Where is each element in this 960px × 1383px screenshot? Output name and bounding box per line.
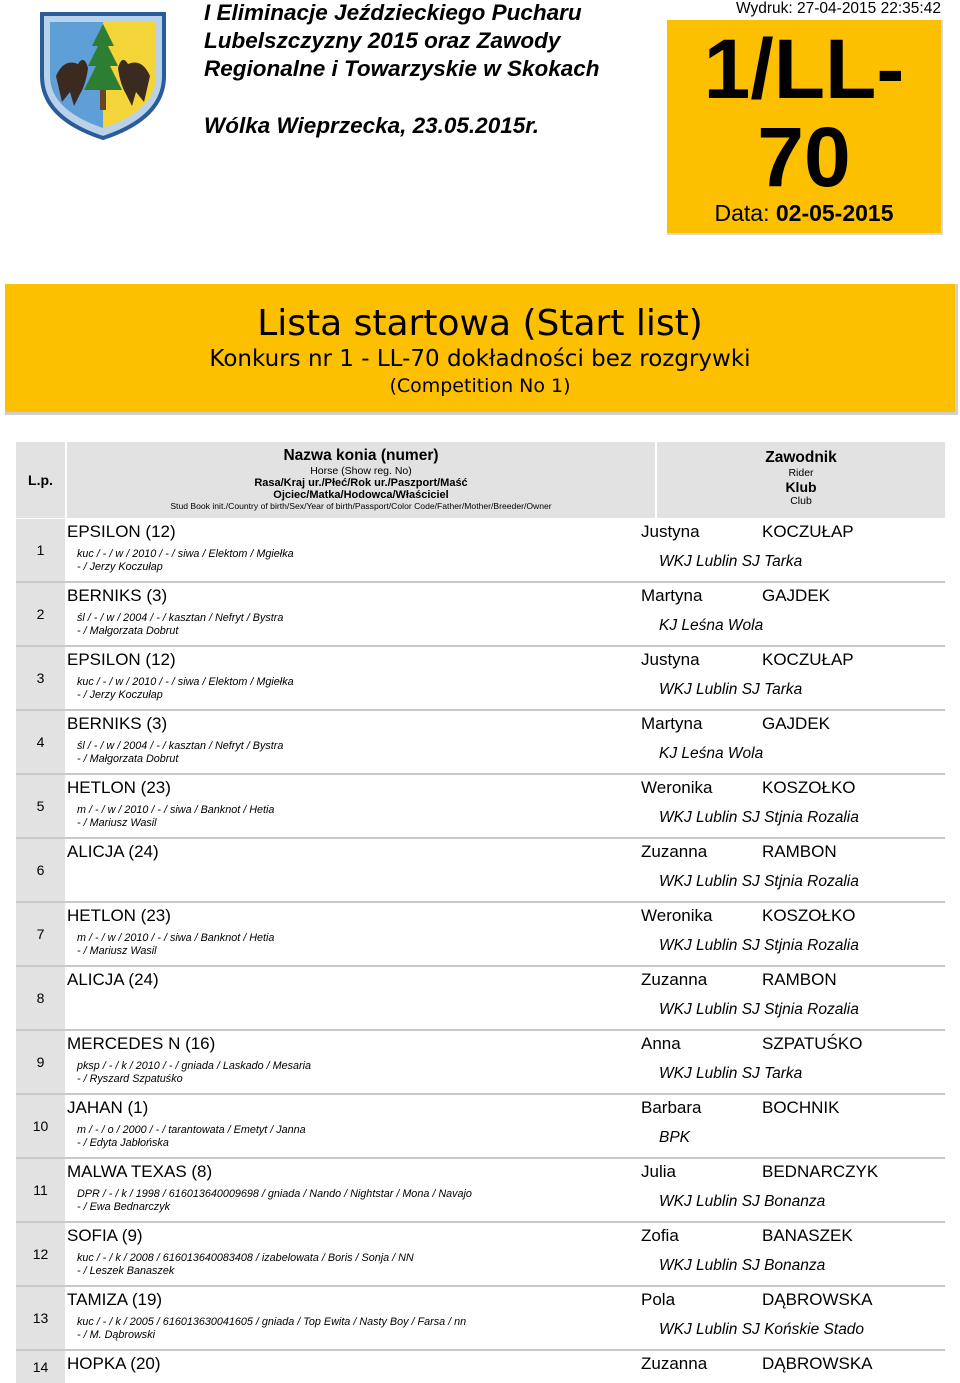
horse-header-line5: Stud Book init./Country of birth/Sex/Year of birth/Passport/Color Code/Father/Mother/Breeder/Owner bbox=[170, 501, 552, 511]
horse-details bbox=[77, 1252, 414, 1278]
horse-header-line1: Nazwa konia (numer) bbox=[283, 447, 439, 464]
horse-name: JAHAN (1) bbox=[67, 1098, 149, 1117]
horse-name: HETLON (23) bbox=[67, 778, 171, 797]
horse-details-line1: śl / - / w / 2004 / - / kasztan / Nefryt / Bystra bbox=[77, 612, 284, 624]
event-venue: Wólka Wieprzecka, 23.05.2015r. bbox=[204, 113, 539, 138]
horse-name: BERNIKS (3) bbox=[67, 714, 168, 733]
rider-club: WKJ Lublin SJ Tarka bbox=[659, 553, 803, 570]
horse-name: HOPKA (20) bbox=[67, 1354, 161, 1373]
horse-details-line1: m / - / w / 2010 / - / siwa / Banknot / Hetia bbox=[77, 804, 275, 816]
horse-details-line2: - / Ryszard Szpatuśko bbox=[77, 1073, 183, 1085]
horse-name: MALWA TEXAS (8) bbox=[67, 1162, 213, 1181]
horse-details-line1: pksp / - / k / 2010 / - / gniada / Laskado / Mesaria bbox=[77, 1060, 312, 1072]
horse-name: MERCEDES N (16) bbox=[67, 1034, 216, 1053]
row-number: 10 bbox=[16, 1095, 65, 1157]
horse-header-line4: Ojciec/Matka/Hodowca/Właściciel bbox=[273, 489, 449, 501]
table-row bbox=[16, 519, 945, 583]
row-number: 9 bbox=[16, 1031, 65, 1093]
row-number: 12 bbox=[16, 1223, 65, 1285]
rider-first-name: Pola bbox=[641, 1290, 676, 1309]
horse-details-line2: - / Małgorzata Dobrut bbox=[77, 753, 179, 765]
horse-details-line2: - / Ewa Bednarczyk bbox=[77, 1201, 171, 1213]
row-number: 7 bbox=[16, 903, 65, 965]
rider-club: WKJ Lublin SJ Tarka bbox=[659, 681, 803, 698]
row-number: 5 bbox=[16, 775, 65, 837]
horse-name: SOFIA (9) bbox=[67, 1226, 143, 1245]
horse-details-line2: - / Mariusz Wasil bbox=[77, 945, 157, 957]
rider-last-name: RAMBON bbox=[762, 842, 837, 861]
horse-details bbox=[77, 740, 283, 766]
rider-header-line1: Zawodnik bbox=[765, 449, 837, 466]
column-header-rider bbox=[657, 442, 945, 518]
horse-details-line1: kuc / - / k / 2008 / 616013640083408 / izabelowata / Boris / Sonja / NN bbox=[77, 1252, 414, 1264]
rider-last-name: RAMBON bbox=[762, 970, 837, 989]
banner-subtitle: Konkurs nr 1 - LL-70 dokładności bez rozgrywki bbox=[209, 346, 751, 372]
rider-first-name: Martyna bbox=[641, 586, 703, 605]
rider-first-name: Anna bbox=[641, 1034, 681, 1053]
rider-header-line4: Club bbox=[790, 495, 812, 507]
table-row bbox=[16, 967, 945, 1031]
rider-last-name: KOCZUŁAP bbox=[762, 650, 854, 669]
horse-details-line2: - / Edyta Jabłońska bbox=[77, 1137, 169, 1149]
rider-first-name: Zuzanna bbox=[641, 970, 708, 989]
horse-name: HETLON (23) bbox=[67, 906, 171, 925]
rider-last-name: SZPATUŚKO bbox=[762, 1034, 863, 1053]
rider-first-name: Weronika bbox=[641, 778, 713, 797]
table-row bbox=[16, 839, 945, 903]
horse-details-line1: m / - / o / 2000 / - / tarantowata / Emetyt / Janna bbox=[77, 1124, 306, 1136]
column-header-lp: L.p. bbox=[16, 442, 65, 518]
table-row bbox=[16, 1287, 945, 1351]
row-number: 3 bbox=[16, 647, 65, 709]
rider-last-name: BANASZEK bbox=[762, 1226, 853, 1245]
horse-details-line1: kuc / - / w / 2010 / - / siwa / Elektom / Mgiełka bbox=[77, 676, 294, 688]
table-row bbox=[16, 1351, 945, 1383]
horse-name: ALICJA (24) bbox=[67, 842, 159, 861]
horse-details bbox=[77, 1188, 472, 1214]
horse-name: EPSILON (12) bbox=[67, 650, 176, 669]
rider-first-name: Julia bbox=[641, 1162, 676, 1181]
rider-first-name: Zuzanna bbox=[641, 842, 708, 861]
crest-icon bbox=[34, 6, 172, 142]
rider-first-name: Barbara bbox=[641, 1098, 702, 1117]
rider-club: KJ Leśna Wola bbox=[659, 745, 764, 762]
event-title: I Eliminacje Jeździeckiego Pucharu Lubelszczyzny 2015 oraz Zawody Regionalne i Towarzyskie w Skokach bbox=[204, 0, 600, 81]
rider-club: WKJ Lublin SJ Końskie Stado bbox=[659, 1321, 865, 1338]
row-number: 2 bbox=[16, 583, 65, 645]
rider-first-name: Justyna bbox=[641, 522, 700, 541]
rider-club: WKJ Lublin SJ Stjnia Rozalia bbox=[659, 937, 859, 954]
horse-details bbox=[77, 548, 294, 574]
date-value: 02-05-2015 bbox=[775, 200, 894, 226]
competition-code-box bbox=[667, 20, 943, 235]
horse-details-line2: - / Leszek Banaszek bbox=[77, 1265, 175, 1277]
table-row bbox=[16, 1159, 945, 1223]
rider-club: WKJ Lublin SJ Tarka bbox=[659, 1065, 803, 1082]
horse-name: ALICJA (24) bbox=[67, 970, 159, 989]
horse-details-line2: - / Mariusz Wasil bbox=[77, 817, 157, 829]
horse-header-line2: Horse (Show reg. No) bbox=[310, 465, 412, 477]
rider-club: BPK bbox=[659, 1129, 691, 1146]
horse-details-line2: - / Jerzy Koczułap bbox=[77, 561, 163, 573]
table-row bbox=[16, 1031, 945, 1095]
rider-first-name: Justyna bbox=[641, 650, 700, 669]
competition-date bbox=[667, 200, 941, 227]
rider-first-name: Martyna bbox=[641, 714, 703, 733]
table-row bbox=[16, 711, 945, 775]
date-label: Data: bbox=[714, 200, 770, 226]
horse-details bbox=[77, 1060, 311, 1086]
horse-details-line1: m / - / w / 2010 / - / siwa / Banknot / Hetia bbox=[77, 932, 275, 944]
rider-last-name: KOCZUŁAP bbox=[762, 522, 854, 541]
table-header bbox=[16, 442, 945, 518]
rider-first-name: Zofia bbox=[641, 1226, 679, 1245]
row-number: 13 bbox=[16, 1287, 65, 1349]
horse-header-line3: Rasa/Kraj ur./Płeć/Rok ur./Paszport/Maść bbox=[254, 477, 468, 489]
horse-details-line2: - / Jerzy Koczułap bbox=[77, 689, 163, 701]
row-number: 1 bbox=[16, 519, 65, 581]
table-row bbox=[16, 1095, 945, 1159]
rider-header-line2: Rider bbox=[788, 467, 814, 479]
horse-details bbox=[77, 1316, 466, 1342]
horse-name: EPSILON (12) bbox=[67, 522, 176, 541]
table-row bbox=[16, 647, 945, 711]
table-row bbox=[16, 1223, 945, 1287]
horse-details-line2: - / M. Dąbrowski bbox=[77, 1329, 155, 1341]
row-number: 11 bbox=[16, 1159, 65, 1221]
horse-details bbox=[77, 804, 274, 830]
horse-details bbox=[77, 676, 294, 702]
row-number: 4 bbox=[16, 711, 65, 773]
horse-details-line1: DPR / - / k / 1998 / 616013640009698 / gniada / Nando / Nightstar / Mona / Navajo bbox=[77, 1188, 472, 1200]
row-number: 6 bbox=[16, 839, 65, 901]
horse-details bbox=[77, 932, 274, 958]
banner-title: Lista startowa (Start list) bbox=[257, 303, 703, 344]
rider-last-name: GAJDEK bbox=[762, 714, 831, 733]
rider-last-name: BOCHNIK bbox=[762, 1098, 840, 1117]
rider-last-name: DĄBROWSKA bbox=[762, 1354, 873, 1373]
print-date: Wydruk: 27-04-2015 22:35:42 bbox=[736, 0, 941, 17]
rider-last-name: BEDNARCZYK bbox=[762, 1162, 879, 1181]
rider-header-line3: Klub bbox=[785, 479, 817, 495]
horse-details-line1: kuc / - / k / 2005 / 616013630041605 / gniada / Top Ewita / Nasty Boy / Farsa / nn bbox=[77, 1316, 467, 1328]
rider-last-name: GAJDEK bbox=[762, 586, 831, 605]
rider-first-name: Weronika bbox=[641, 906, 713, 925]
table-row bbox=[16, 903, 945, 967]
horse-details bbox=[77, 1124, 306, 1150]
column-header-horse bbox=[67, 442, 655, 518]
horse-details-line2: - / Małgorzata Dobrut bbox=[77, 625, 179, 637]
rider-club: KJ Leśna Wola bbox=[659, 617, 764, 634]
horse-name: BERNIKS (3) bbox=[67, 586, 168, 605]
horse-name: TAMIZA (19) bbox=[67, 1290, 163, 1309]
row-number: 14 bbox=[16, 1351, 65, 1383]
rider-last-name: DĄBROWSKA bbox=[762, 1290, 873, 1309]
rider-club: WKJ Lublin SJ Bonanza bbox=[659, 1257, 826, 1274]
horse-details-line1: śl / - / w / 2004 / - / kasztan / Nefryt / Bystra bbox=[77, 740, 284, 752]
rider-first-name: Zuzanna bbox=[641, 1354, 708, 1373]
horse-details bbox=[77, 612, 283, 638]
row-number: 8 bbox=[16, 967, 65, 1029]
banner-subtitle-2: (Competition No 1) bbox=[389, 375, 571, 397]
table-row bbox=[16, 583, 945, 647]
start-list-table bbox=[16, 519, 945, 1383]
rider-club: WKJ Lublin SJ Stjnia Rozalia bbox=[659, 809, 859, 826]
rider-club: WKJ Lublin SJ Bonanza bbox=[659, 1193, 826, 1210]
rider-club: WKJ Lublin SJ Stjnia Rozalia bbox=[659, 873, 859, 890]
table-row bbox=[16, 775, 945, 839]
rider-last-name: KOSZOŁKO bbox=[762, 906, 856, 925]
rider-last-name: KOSZOŁKO bbox=[762, 778, 856, 797]
horse-details-line1: kuc / - / w / 2010 / - / siwa / Elektom / Mgiełka bbox=[77, 548, 294, 560]
competition-code: 1/LL-70 bbox=[703, 22, 905, 204]
rider-club: WKJ Lublin SJ Stjnia Rozalia bbox=[659, 1001, 859, 1018]
start-list-banner bbox=[5, 284, 958, 415]
